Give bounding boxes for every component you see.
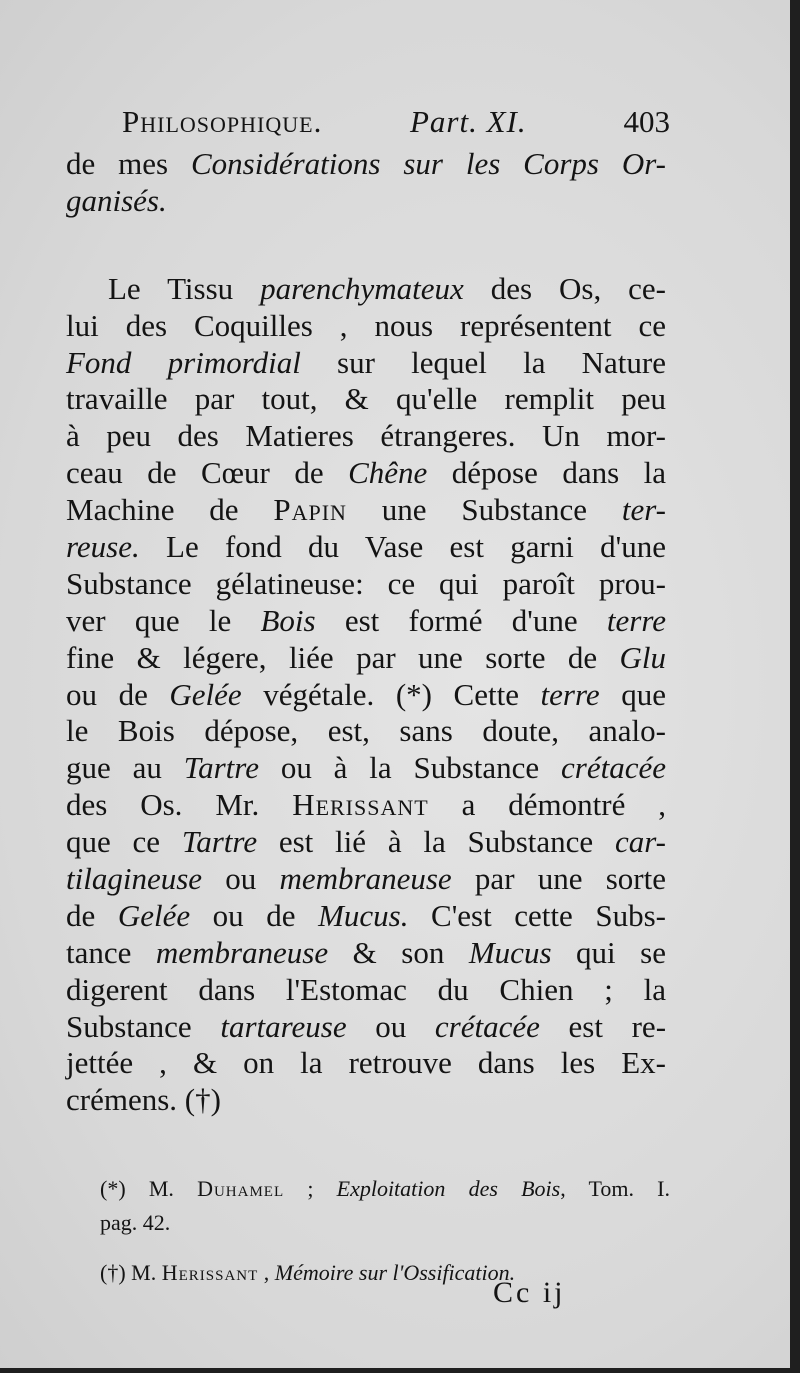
text-line: crémens. (†) [66,1082,221,1118]
text-line: Fond primordial sur lequel la Nature [66,344,666,380]
running-head-part: Part. XI. [410,104,527,139]
text-line: digerent dans l'Estomac du Chien ; la [66,971,666,1007]
text-line: que ce Tartre est lié à la Substance car- [66,824,666,860]
running-head [122,100,670,144]
text-line: de mes Considérations sur les Corps Or- [66,146,666,181]
footnotes [100,1172,680,1290]
text-line: tance membraneuse & son Mucus qui se [66,934,666,970]
main-text [66,146,666,1119]
footnote-1-continuation: pag. 42. [100,1210,171,1235]
text-line: Substance gélatineuse: ce qui paroît prou- [66,565,666,601]
text-line: ou de Gelée végétale. (*) Cette terre que [66,676,666,712]
text-line: tilagineuse ou membraneuse par une sorte [66,861,666,897]
text-line: ver que le Bois est formé d'une terre [66,602,666,638]
text-line: jettée , & on la retrouve dans les Ex- [66,1045,666,1081]
text-line: à peu des Matieres étrangeres. Un mor- [66,418,666,454]
footnote-2: (†) M. Herissant , Mémoire sur l'Ossification. [100,1260,516,1285]
text-line: gue au Tartre ou à la Substance crétacée [66,750,666,786]
page-edge-shadow [790,0,800,1373]
text-line: travaille par tout, & qu'elle remplit peu [66,381,666,417]
text-line: reuse. Le fond du Vase est garni d'une [66,529,666,565]
text-line: Le Tissu parenchymateux des Os, ce- [108,270,666,306]
page-edge-shadow-bottom [0,1368,800,1373]
text-line: Substance tartareuse ou crétacée est re- [66,1008,667,1044]
text-line: lui des Coquilles , nous représentent ce [66,307,666,343]
signature-mark: Cc ij [493,1276,566,1309]
text-line: ceau de Cœur de Chêne dépose dans la [66,455,667,491]
page-number: 403 [623,104,670,139]
text-line: de Gelée ou de Mucus. C'est cette Subs- [66,897,666,933]
text-line: fine & légere, liée par une sorte de Glu [66,639,666,675]
text-line: le Bois dépose, est, sans doute, analo- [66,713,666,749]
text-line: Machine de Papin une Substance ter- [66,492,666,528]
text-line: des Os. Mr. Herissant a démontré , [66,787,667,823]
footnote-1: (*) M. Duhamel ; Exploitation des Bois, Tom. I. [100,1176,670,1201]
running-head-title: Philosophique. [122,104,323,139]
text-line: ganisés. [66,182,167,218]
